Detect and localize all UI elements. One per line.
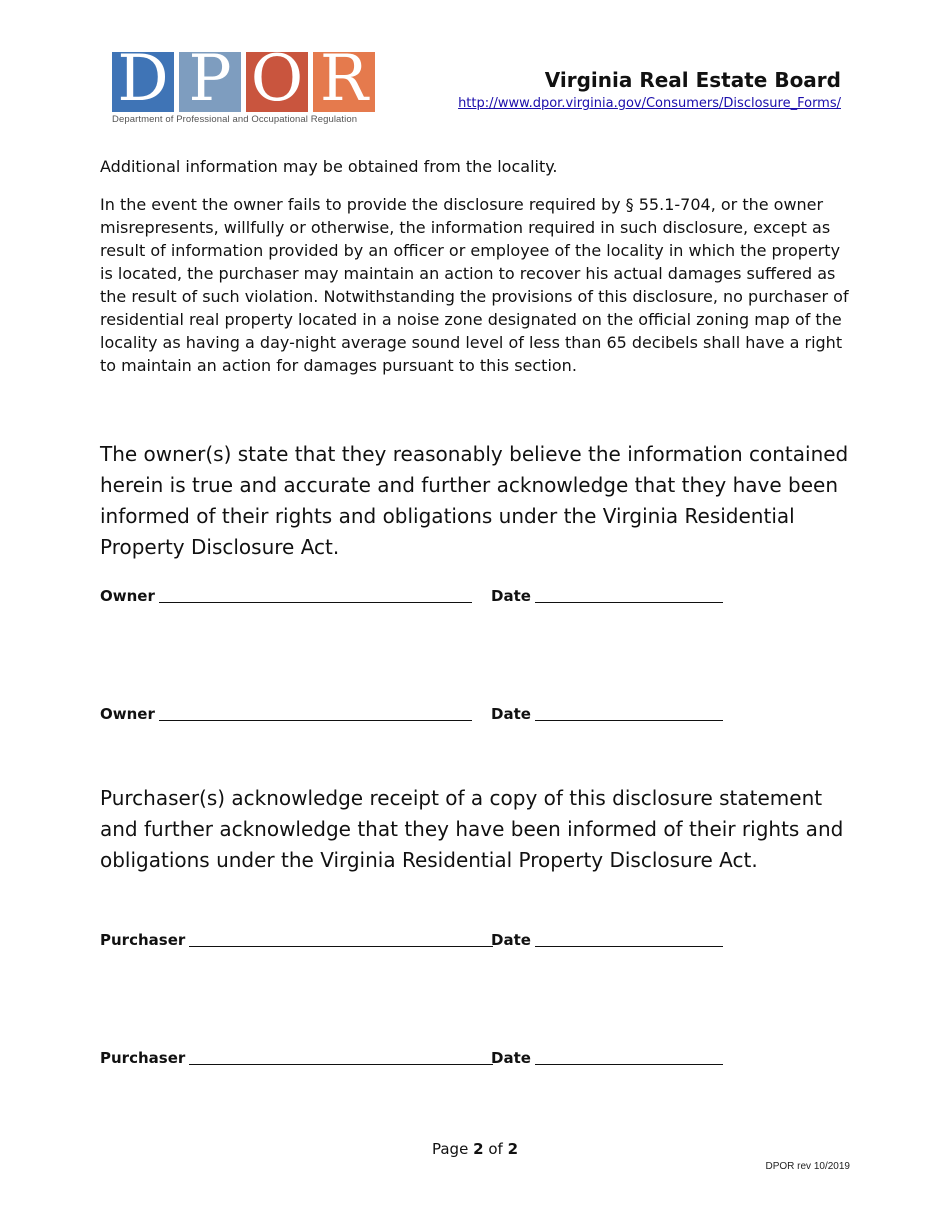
purchaser-date-line[interactable] <box>535 945 723 947</box>
page-number <box>0 1140 950 1158</box>
purchaser-label: Purchaser <box>100 1049 186 1067</box>
page-of: of <box>488 1140 503 1158</box>
logo-letter-p: P <box>188 42 232 116</box>
owner-date-row-2 <box>491 705 723 723</box>
logo-block-p <box>179 42 241 116</box>
purchaser-statement: Purchaser(s) acknowledge receipt of a copy of this disclosure statement and further acknowledge that they have been informed of their rights and obligations under the Virginia Residential Property Disclosure Act. <box>100 786 844 872</box>
locality-info-paragraph: Additional information may be obtained from the locality. <box>100 157 558 176</box>
owner-date-row-1 <box>491 587 723 605</box>
page-total: 2 <box>507 1140 518 1158</box>
logo-letter-o: O <box>250 42 304 116</box>
date-label: Date <box>491 1049 531 1067</box>
date-label: Date <box>491 587 531 605</box>
logo-block-d <box>112 42 174 116</box>
owner-signature-row-1 <box>100 587 472 605</box>
logo-block-r <box>313 42 375 116</box>
logo-blocks <box>112 42 374 116</box>
owner-signature-line[interactable] <box>159 601 472 603</box>
owner-signature-line[interactable] <box>159 719 472 721</box>
owner-label: Owner <box>100 705 155 723</box>
logo-caption: Department of Professional and Occupational Regulation <box>112 114 358 125</box>
owner-date-line[interactable] <box>535 601 723 603</box>
owner-statement: The owner(s) state that they reasonably believe the information contained herein is true and accurate and further acknowledge that they have been informed of their rights and obligations under the Virginia Residential Property Disclosure Act. <box>100 442 849 559</box>
date-label: Date <box>491 931 531 949</box>
revision-note: DPOR rev 10/2019 <box>765 1161 850 1172</box>
purchaser-signature-row-2 <box>100 1049 493 1067</box>
dpor-logo <box>112 42 376 130</box>
owner-label: Owner <box>100 587 155 605</box>
date-label: Date <box>491 705 531 723</box>
purchaser-signature-row-1 <box>100 931 493 949</box>
logo-letter-d: D <box>117 42 169 116</box>
logo-block-o <box>246 42 308 116</box>
disclosure-forms-link[interactable]: http://www.dpor.virginia.gov/Consumers/Disclosure_Forms/ <box>458 96 841 111</box>
page-current: 2 <box>473 1140 484 1158</box>
purchaser-date-line[interactable] <box>535 1063 723 1065</box>
purchaser-signature-line[interactable] <box>189 945 493 947</box>
owner-failure-paragraph: In the event the owner fails to provide the disclosure required by § 55.1-704, or the owner misrepresents, willfully or otherwise, the information required in such disclosure, except as result of information provided by an officer or employee of the locality in which the property is located, the purchaser may maintain an action to recover his actual damages suffered as the result of such violation. Notwithstanding the provisions of this disclosure, no purchaser of residential real property located in a noise zone designated on the official zoning map of the locality as having a day-night average sound level of less than 65 decibels shall have a right to maintain an action for damages pursuant to this section. <box>100 195 849 375</box>
board-title: Virginia Real Estate Board <box>544 68 841 92</box>
purchaser-date-row-1 <box>491 931 723 949</box>
purchaser-date-row-2 <box>491 1049 723 1067</box>
purchaser-label: Purchaser <box>100 931 186 949</box>
logo-letter-r: R <box>319 42 369 116</box>
owner-signature-row-2 <box>100 705 472 723</box>
owner-date-line[interactable] <box>535 719 723 721</box>
page-prefix: Page <box>431 1140 469 1158</box>
purchaser-signature-line[interactable] <box>189 1063 493 1065</box>
